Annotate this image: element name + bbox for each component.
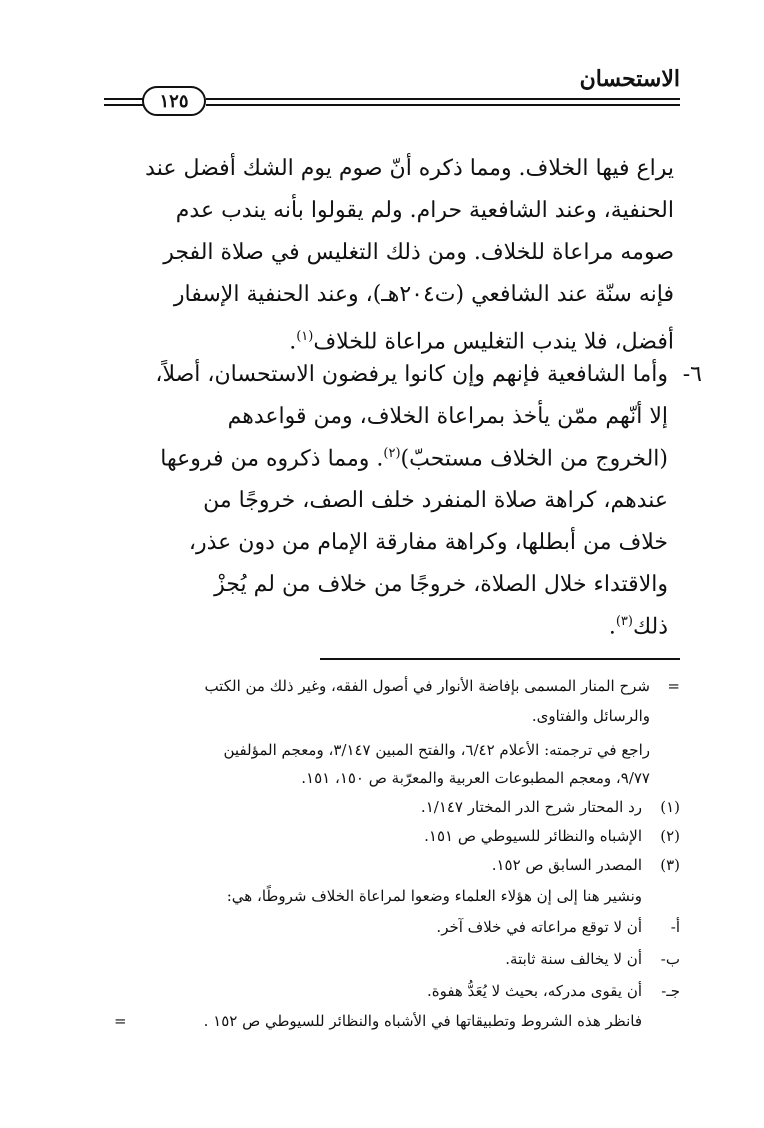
header-rule-right-bottom bbox=[206, 104, 680, 106]
paragraph-1-last-end: . bbox=[289, 329, 297, 355]
header-rule-left-bottom bbox=[104, 104, 144, 106]
condition-text: أن يقوى مدركه، بحيث لا يُعَدُّ هفوة. bbox=[426, 982, 642, 1000]
list-item-line bbox=[160, 446, 668, 471]
list-item-line: عندهم، كراهة صلاة المنفرد خلف الصف، خروجًا من bbox=[203, 488, 668, 513]
footnote-text: المصدر السابق ص ١٥٢. bbox=[491, 856, 642, 874]
paragraph-1-line: يراع فيها الخلاف. ومما ذكره أنّ صوم يوم الشك أفضل عند bbox=[145, 156, 674, 181]
paragraph-1-line: فإنه سنّة عند الشافعي (ت٢٠٤هـ)، وعند الحنفية الإسفار bbox=[173, 282, 674, 307]
footnote-number: (٣) bbox=[660, 856, 680, 874]
paragraph-1-line: صومه مراعاة للخلاف. ومن ذلك التغليس في صلاة الفجر bbox=[163, 240, 674, 265]
list-item-line: والاقتداء خلال الصلاة، خروجًا من خلاف من لم يُجزْ bbox=[214, 572, 668, 597]
header-rule-left-top bbox=[104, 98, 144, 100]
footnote-closing-mark: = bbox=[114, 1012, 127, 1030]
footnote-bio-line: راجع في ترجمته: الأعلام ٦/٤٢، والفتح المبين ٣/١٤٧، ومعجم المؤلفين bbox=[223, 741, 650, 759]
condition-text: أن لا يخالف سنة ثابتة. bbox=[505, 950, 642, 968]
list-item-line: خلاف من أبطلها، وكراهة مفارقة الإمام من دون عذر، bbox=[188, 530, 668, 555]
footnote-continuation-mark: = bbox=[667, 677, 680, 695]
footnote-number: (٢) bbox=[660, 827, 680, 845]
paragraph-1 bbox=[102, 148, 674, 363]
footnote-continuation-line: والرسائل والفتاوى. bbox=[531, 707, 650, 725]
footnote-continuation-line: شرح المنار المسمى بإفاضة الأنوار في أصول الفقه، وغير ذلك من الكتب bbox=[204, 677, 650, 695]
conditions-intro: ونشير هنا إلى إن هؤلاء العلماء وضعوا لمراعاة الخلاف شروطًا، هي: bbox=[226, 887, 642, 905]
list-item-last-end: . bbox=[608, 614, 616, 640]
paragraph-1-last-text: أفضل، فلا يندب التغليس مراعاة للخلاف bbox=[313, 329, 674, 355]
paragraph-1-line: الحنفية، وعند الشافعية حرام. ولم يقولوا بأنه يندب عدم bbox=[175, 198, 674, 223]
footnote-bio-line: ٩/٧٧، ومعجم المطبوعات العربية والمعرّبة ص ١٥٠، ١٥١. bbox=[301, 769, 650, 787]
footnote-text: الإشباه والنظائر للسيوطي ص ١٥١. bbox=[424, 827, 642, 845]
condition-text: أن لا توقع مراعاته في خلاف آخر. bbox=[436, 918, 642, 936]
footnote-text: رد المحتار شرح الدر المختار ١/١٤٧. bbox=[420, 798, 642, 816]
list-item-last-text: ذلك bbox=[632, 614, 668, 640]
footnote-ref-2: (٢) bbox=[383, 446, 401, 461]
list-item-6 bbox=[102, 362, 702, 662]
footnote-separator bbox=[320, 658, 680, 660]
condition-mark: جـ- bbox=[661, 982, 680, 1000]
condition-mark: أ- bbox=[670, 918, 680, 936]
footnote-number: (١) bbox=[660, 798, 680, 816]
page-number: ١٢٥ bbox=[142, 86, 206, 116]
paragraph-1-last-line bbox=[102, 316, 674, 363]
list-item-number: ٦- bbox=[682, 362, 702, 387]
footnote-ref-1: (١) bbox=[296, 329, 314, 344]
footnote-ref-3: (٣) bbox=[615, 614, 633, 629]
running-header-title: الاستحسان bbox=[579, 66, 680, 92]
quoted-rule: (الخروج من الخلاف مستحبّ) bbox=[400, 446, 668, 472]
list-item-line: وأما الشافعية فإنهم وإن كانوا يرفضون الاستحسان، أصلاً، bbox=[155, 362, 668, 387]
list-item-last-line bbox=[609, 614, 668, 639]
list-item-line: إلا أنّهم ممّن يأخذ بمراعاة الخلاف، ومن قواعدهم bbox=[227, 404, 668, 429]
condition-mark: ب- bbox=[660, 950, 680, 968]
header-rule-right-top bbox=[206, 98, 680, 100]
list-item-line-tail: . ومما ذكروه من فروعها bbox=[160, 446, 384, 472]
footnote-closing: فانظر هذه الشروط وتطبيقاتها في الأشباه والنظائر للسيوطي ص ١٥٢ . bbox=[203, 1012, 642, 1030]
